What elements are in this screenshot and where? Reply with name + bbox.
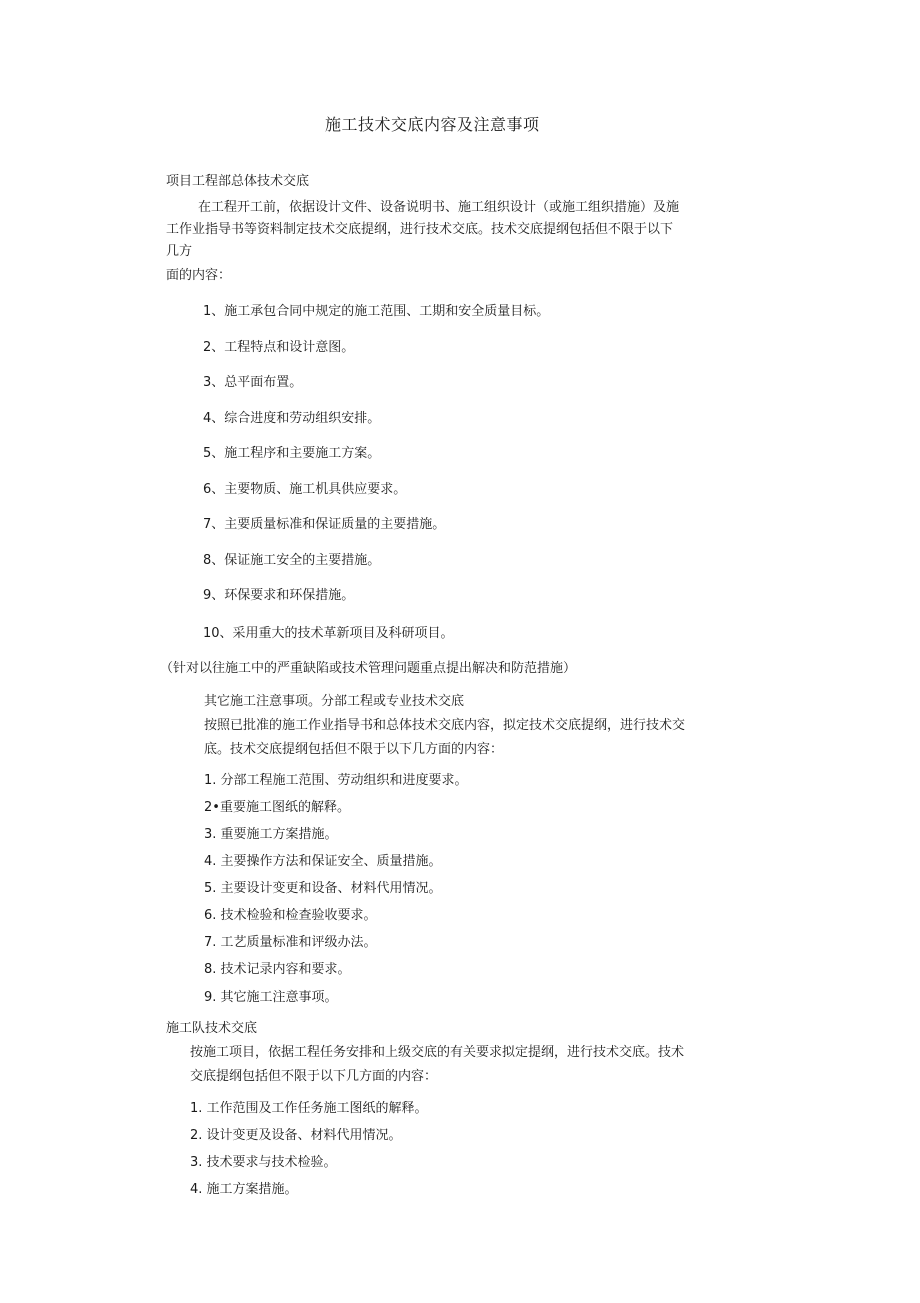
section1-intro-line: 面的内容： <box>166 268 232 283</box>
section1-intro-line: 在工程开工前，依据设计文件、设备说明书、施工组织设计（或施工组织措施）及施 <box>198 200 680 215</box>
section1-intro-line: 几方 <box>166 244 193 259</box>
section1-note: （针对以往施工中的严重缺陷或技术管理问题重点提出解决和防范措施） <box>160 661 577 676</box>
section2-list-item: 8. 技术记录内容和要求。 <box>204 962 351 977</box>
section1-list-item: 10、采用重大的技术革新项目及科研项目。 <box>203 626 454 641</box>
section1-list-item: 3、总平面布置。 <box>203 375 303 390</box>
page-title: 施工技术交底内容及注意事项 <box>325 115 540 134</box>
section1-list-item: 9、环保要求和环保措施。 <box>203 588 355 603</box>
section2-intro-line: 按照已批准的施工作业指导书和总体技术交底内容，拟定技术交底提纲，进行技术交 <box>204 718 686 733</box>
section3-list-item: 4. 施工方案措施。 <box>190 1182 298 1197</box>
section1-list-item: 4、综合进度和劳动组织安排。 <box>203 411 381 426</box>
section2-intro-line: 底。技术交底提纲包括但不限于以下几方面的内容： <box>204 742 504 757</box>
section2-list-item: 1. 分部工程施工范围、劳动组织和进度要求。 <box>204 773 468 788</box>
section1-list-item: 1、施工承包合同中规定的施工范围、工期和安全质量目标。 <box>203 304 550 319</box>
section3-intro-line: 按施工项目，依据工程任务安排和上级交底的有关要求拟定提纲，进行技术交底。技术 <box>190 1045 685 1060</box>
section1-list-item: 7、主要质量标准和保证质量的主要措施。 <box>203 517 446 532</box>
section2-list-item: 4. 主要操作方法和保证安全、质量措施。 <box>204 854 442 869</box>
section2-list-item: 7. 工艺质量标准和评级办法。 <box>204 935 377 950</box>
section1-list-item: 6、主要物质、施工机具供应要求。 <box>203 482 407 497</box>
section1-heading: 项目工程部总体技术交底 <box>166 174 310 189</box>
section3-list-item: 2. 设计变更及设备、材料代用情况。 <box>190 1128 402 1143</box>
section3-heading: 施工队技术交底 <box>166 1021 258 1036</box>
section1-list-item: 8、保证施工安全的主要措施。 <box>203 553 381 568</box>
section1-intro-line: 工作业指导书等资料制定技术交底提纲，进行技术交底。技术交底提纲包括但不限于以下 <box>166 222 674 237</box>
section1-list-item: 5、施工程序和主要施工方案。 <box>203 446 381 461</box>
section2-heading: 其它施工注意事项。分部工程或专业技术交底 <box>204 694 465 709</box>
section3-list-item: 1. 工作范围及工作任务施工图纸的解释。 <box>190 1101 428 1116</box>
section2-list-item: 9. 其它施工注意事项。 <box>204 990 338 1005</box>
section2-list-item: 6. 技术检验和检查验收要求。 <box>204 908 377 923</box>
section2-list-item: 5. 主要设计变更和设备、材料代用情况。 <box>204 881 442 896</box>
section1-list-item: 2、工程特点和设计意图。 <box>203 340 355 355</box>
section2-list-item: 3. 重要施工方案措施。 <box>204 827 338 842</box>
section3-list-item: 3. 技术要求与技术检验。 <box>190 1155 337 1170</box>
section2-list-item: 2•重要施工图纸的解释。 <box>204 800 350 815</box>
section3-intro-line: 交底提纲包括但不限于以下几方面的内容： <box>190 1069 438 1084</box>
